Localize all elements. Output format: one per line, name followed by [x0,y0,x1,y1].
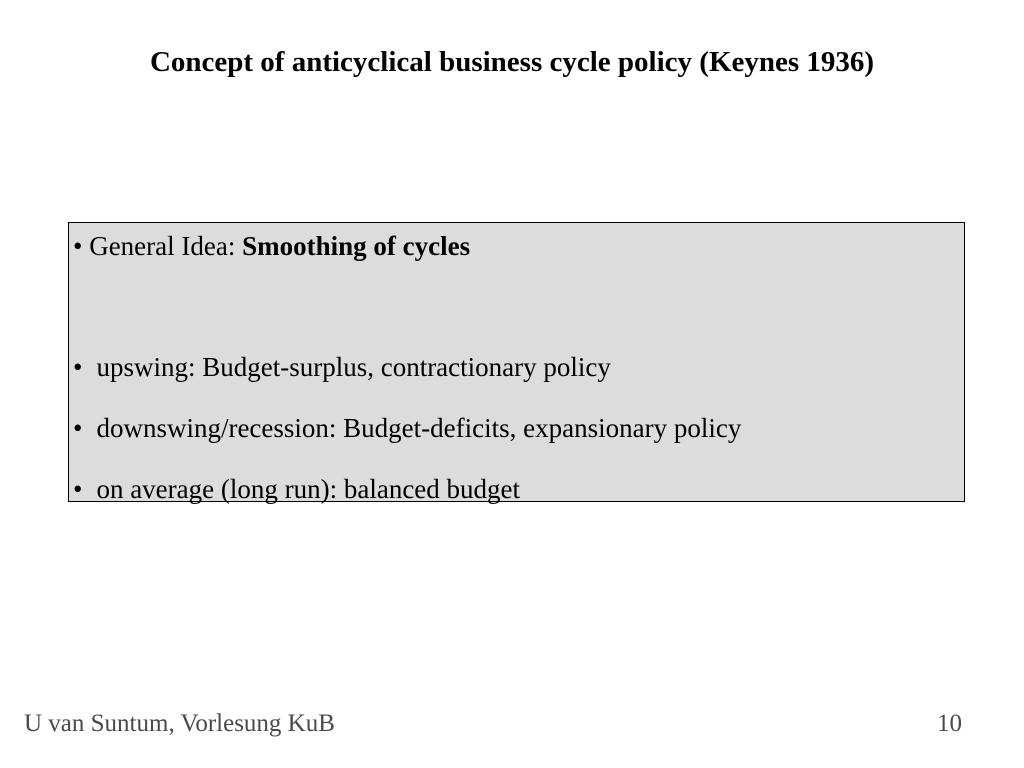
bullet-glyph: • [73,413,83,443]
bullet-item-average [73,473,520,505]
bullet-glyph: • [73,231,83,261]
bullet-text: upswing: Budget-surplus, contractionary policy [96,352,611,382]
content-box [68,222,965,502]
bullet-text: on average (long run): balanced budget [96,474,521,504]
bullet-text: downswing/recession: Budget-deficits, expansionary policy [96,413,742,443]
general-idea-label: General Idea: [89,231,243,261]
bullet-glyph: • [73,474,83,504]
general-idea-emphasis: Smoothing of cycles [242,231,471,261]
bullet-glyph: • [73,352,83,382]
bullet-item-downswing [73,412,741,444]
general-idea-line [73,230,470,262]
footer-author: U van Suntum, Vorlesung KuB [24,710,335,737]
slide-title: Concept of anticyclical business cycle policy (Keynes 1936) [149,46,875,78]
bullet-item-upswing [73,351,611,383]
page-number: 10 [937,710,962,737]
